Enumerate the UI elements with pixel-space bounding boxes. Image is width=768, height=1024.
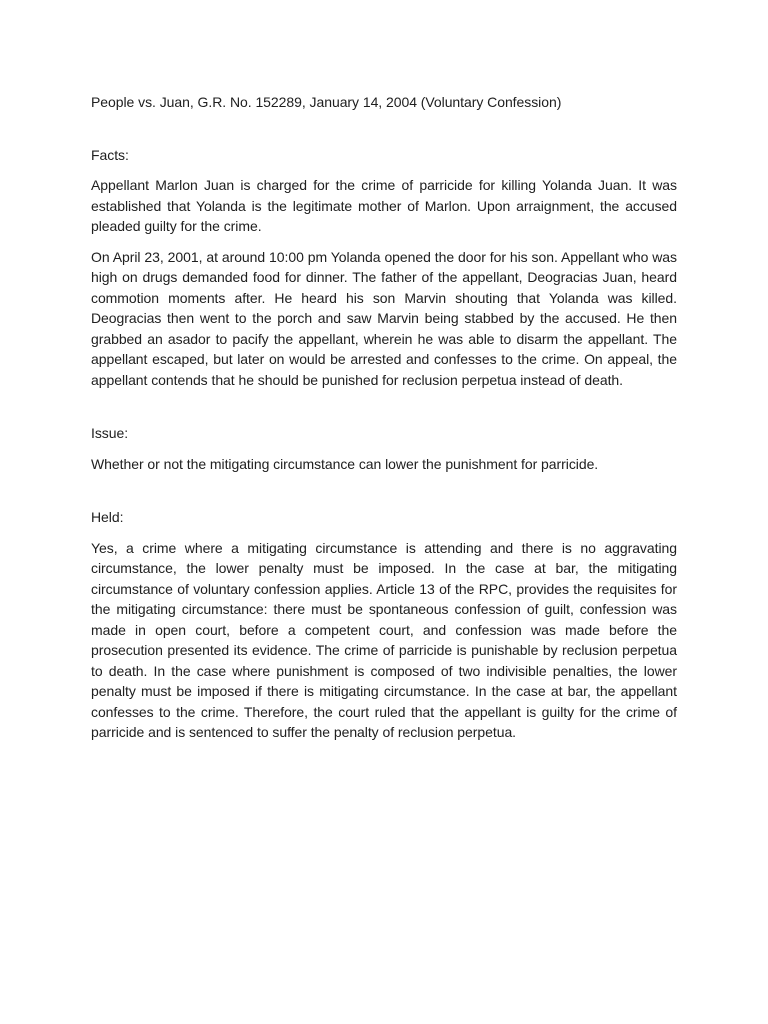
- held-text: Yes, a crime where a mitigating circumstance is attending and there is no aggravating circumstance, the lower penalty must be imposed. In the case at bar, the mitigating circumstance of voluntary confession applies. Article 13 of the RPC, provides the requisites for the mitigating circumstance: there must be spontaneous confession of guilt, confession was made in open court, before a competent court, and confession was made before the prosecution presented its evidence. The crime of parricide is punishable by reclusion perpetua to death. In the case where punishment is composed of two indivisible penalties, the lower penalty must be imposed if there is mitigating circumstance. In the case at bar, the appellant confesses to the crime. Therefore, the court ruled that the appellant is guilty for the crime of parricide and is sentenced to suffer the penalty of reclusion perpetua.: [91, 539, 677, 740]
- issue-heading: Issue:: [91, 425, 129, 441]
- facts-heading: Facts:: [91, 146, 129, 163]
- document-body: [91, 92, 677, 743]
- case-title: People vs. Juan, G.R. No. 152289, January 14, 2004 (Voluntary Confession): [91, 94, 562, 110]
- held-heading: Held:: [91, 509, 124, 525]
- facts-paragraph-2: On April 23, 2001, at around 10:00 pm Yolanda opened the door for his son. Appellant who was high on drugs demanded food for dinner. The father of the appellant, Deogracias Juan, heard commotion moments after. He heard his son Marvin shouting that Yolanda was killed. Deogracias then went to the porch and saw Marvin being stabbed by the accused. He then grabbed an asador to pacify the appellant, wherein he was able to disarm the appellant. The appellant escaped, but later on would be arrested and confesses to the crime. On appeal, the appellant contends that he should be punished for reclusion perpetua instead of death.: [91, 248, 677, 388]
- issue-text: Whether or not the mitigating circumstance can lower the punishment for parricide.: [91, 455, 599, 472]
- facts-paragraph-1: Appellant Marlon Juan is charged for the crime of parricide for killing Yolanda Juan. It was established that Yolanda is the legitimate mother of Marlon. Upon arraignment, the accused pleaded guilty for the crime.: [91, 177, 677, 234]
